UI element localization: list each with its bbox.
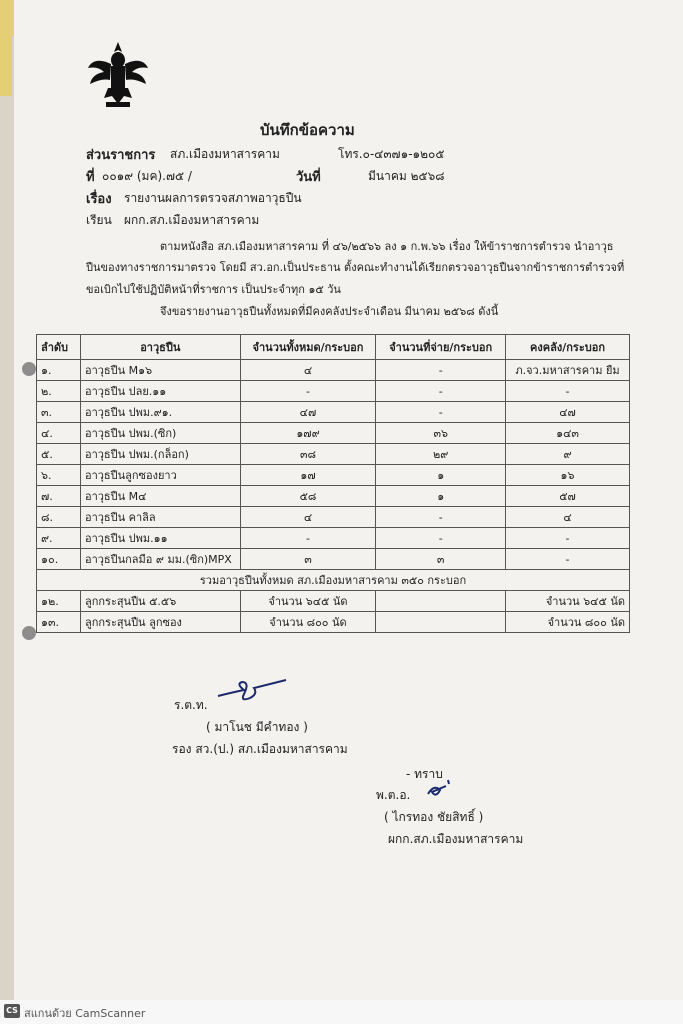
body-line-3: ขอเบิกไปใช้ปฏิบัติหน้าที่ราชการ เป็นประจำทุก ๑๕ วัน [86, 283, 341, 296]
row-firearm: อาวุธปืน คาลิล [80, 507, 240, 528]
row-issued: - [376, 528, 506, 549]
yellow-folder-edge-side [0, 36, 12, 96]
row-no: ๗. [37, 486, 81, 507]
row-stock: - [506, 381, 630, 402]
ammo-stock: จำนวน ๘๐๐ นัด [506, 612, 630, 633]
row-issued: ๑ [376, 486, 506, 507]
body-line-2: ปืนของทางราชการมาตรวจ โดยมี สว.อก.เป็นประธาน ตั้งคณะทำงานได้เรียกตรวจอาวุธปืนจากข้าราชการตำรวจที่ [86, 261, 625, 274]
signature-1-position: รอง สว.(ป.) สภ.เมืองมหาสารคาม [172, 742, 348, 756]
row-no: ๒. [37, 381, 81, 402]
subject-value: รายงานผลการตรวจสภาพอาวุธปืน [124, 191, 302, 205]
table-row [37, 486, 630, 507]
row-stock: - [506, 549, 630, 570]
row-total: ๑๗ [240, 465, 376, 486]
row-total: ๔๗ [240, 402, 376, 423]
row-issued: - [376, 381, 506, 402]
ammo-stock: จำนวน ๖๔๕ นัด [506, 591, 630, 612]
to-value: ผกก.สภ.เมืองมหาสารคาม [124, 213, 260, 227]
signature-1-name: ( มาโนช มีคำทอง ) [206, 720, 308, 734]
table-row [37, 528, 630, 549]
row-issued: ๓ [376, 549, 506, 570]
row-firearm: อาวุธปืนกลมือ ๙ มม.(ซิก)MPX [80, 549, 240, 570]
header-firearm: อาวุธปืน [80, 335, 240, 360]
row-issued: - [376, 360, 506, 381]
memo-title: บันทึกข้อความ [260, 121, 355, 139]
row-total: ๔ [240, 360, 376, 381]
ammo-row [37, 612, 630, 633]
table-row [37, 444, 630, 465]
signature-2-rank: พ.ต.อ. [376, 788, 411, 802]
phone-number: โทร.๐-๔๓๗๑-๑๒๐๕ [338, 147, 445, 161]
row-firearm: อาวุธปืน ปลย.๑๑ [80, 381, 240, 402]
table-row [37, 402, 630, 423]
ammo-no: ๑๓. [37, 612, 81, 633]
row-total: ๓๘ [240, 444, 376, 465]
punch-hole-top [22, 362, 36, 376]
ammo-issued [376, 612, 506, 633]
agency-label: ส่วนราชการ [86, 148, 156, 163]
row-no: ๕. [37, 444, 81, 465]
body-line-4: จึงขอรายงานอาวุธปืนทั้งหมดที่มีคงคลังประจำเดือน มีนาคม ๒๕๖๘ ดังนี้ [160, 305, 499, 318]
row-issued: ๑ [376, 465, 506, 486]
row-firearm: อาวุธปืนลูกซองยาว [80, 465, 240, 486]
body-line-1: ตามหนังสือ สภ.เมืองมหาสารคาม ที่ ๔๖/๒๕๖๖ ลง ๑ ก.พ.๖๖ เรื่อง ให้ข้าราชการตำรวจ นำอาวุธ [160, 240, 614, 253]
row-total: ๑๗๙ [240, 423, 376, 444]
table-row [37, 507, 630, 528]
date-label: วันที่ [296, 170, 321, 185]
table-row [37, 549, 630, 570]
ammo-total: จำนวน ๘๐๐ นัด [240, 612, 376, 633]
signature-2-icon [424, 776, 454, 802]
signature-1-rank: ร.ต.ท. [174, 698, 208, 712]
row-no: ๑๐. [37, 549, 81, 570]
signature-2-position: ผกก.สภ.เมืองมหาสารคาม [388, 832, 524, 846]
ref-value: ๐๐๑๙ (มค).๗๕ / [102, 169, 192, 183]
row-firearm: อาวุธปืน ปพม.๑๑ [80, 528, 240, 549]
row-stock: ๕๗ [506, 486, 630, 507]
date-value: มีนาคม ๒๕๖๘ [368, 169, 445, 183]
row-no: ๘. [37, 507, 81, 528]
ammo-total: จำนวน ๖๔๕ นัด [240, 591, 376, 612]
row-stock: ๑๖ [506, 465, 630, 486]
row-no: ๓. [37, 402, 81, 423]
row-stock: ๔๗ [506, 402, 630, 423]
ref-label: ที่ [86, 170, 95, 185]
row-no: ๖. [37, 465, 81, 486]
row-issued: ๒๙ [376, 444, 506, 465]
row-issued: - [376, 402, 506, 423]
row-no: ๑. [37, 360, 81, 381]
ammo-name: ลูกกระสุนปืน ๕.๕๖ [80, 591, 240, 612]
summary-cell: รวมอาวุธปืนทั้งหมด สภ.เมืองมหาสารคาม ๓๕๐ กระบอก [37, 570, 630, 591]
row-total: - [240, 528, 376, 549]
to-label: เรียน [86, 213, 112, 227]
table-row [37, 465, 630, 486]
row-total: ๓ [240, 549, 376, 570]
table-row [37, 360, 630, 381]
row-no: ๔. [37, 423, 81, 444]
summary-row [37, 570, 630, 591]
table-row [37, 381, 630, 402]
ammo-issued [376, 591, 506, 612]
agency-value: สภ.เมืองมหาสารคาม [170, 147, 280, 161]
subject-label: เรื่อง [86, 192, 112, 207]
row-stock: ๙ [506, 444, 630, 465]
row-stock: ๔ [506, 507, 630, 528]
table-header-row [37, 335, 630, 360]
row-firearm: อาวุธปืน M๑๖ [80, 360, 240, 381]
row-total: - [240, 381, 376, 402]
scanner-watermark: สแกนด้วย CamScanner [24, 1007, 146, 1020]
header-no: ลำดับ [37, 335, 81, 360]
ammo-name: ลูกกระสุนปืน ลูกซอง [80, 612, 240, 633]
signature-1-icon [214, 676, 290, 706]
row-firearm: อาวุธปืน ปพม.(ซิก) [80, 423, 240, 444]
camscanner-logo-icon: CS [4, 1004, 20, 1018]
ammo-no: ๑๒. [37, 591, 81, 612]
row-firearm: อาวุธปืน ปพม.๙๑. [80, 402, 240, 423]
row-firearm: อาวุธปืน M๔ [80, 486, 240, 507]
signature-2-name: ( ไกรทอง ชัยสิทธิ์ ) [384, 810, 484, 824]
row-issued: - [376, 507, 506, 528]
row-total: ๔ [240, 507, 376, 528]
header-issued: จำนวนที่จ่าย/กระบอก [376, 335, 506, 360]
row-firearm: อาวุธปืน ปพม.(กล็อก) [80, 444, 240, 465]
punch-hole-bottom [22, 626, 36, 640]
garuda-emblem-icon [84, 38, 152, 110]
ammo-row [37, 591, 630, 612]
row-stock: - [506, 528, 630, 549]
firearm-inventory-table [36, 334, 630, 633]
row-stock: ๑๔๓ [506, 423, 630, 444]
row-stock: ภ.จว.มหาสารคาม ยืม [506, 360, 630, 381]
row-total: ๕๘ [240, 486, 376, 507]
table-row [37, 423, 630, 444]
row-no: ๙. [37, 528, 81, 549]
row-issued: ๓๖ [376, 423, 506, 444]
acknowledge-text: - ทราบ [406, 767, 443, 781]
header-stock: คงคลัง/กระบอก [506, 335, 630, 360]
header-total: จำนวนทั้งหมด/กระบอก [240, 335, 376, 360]
